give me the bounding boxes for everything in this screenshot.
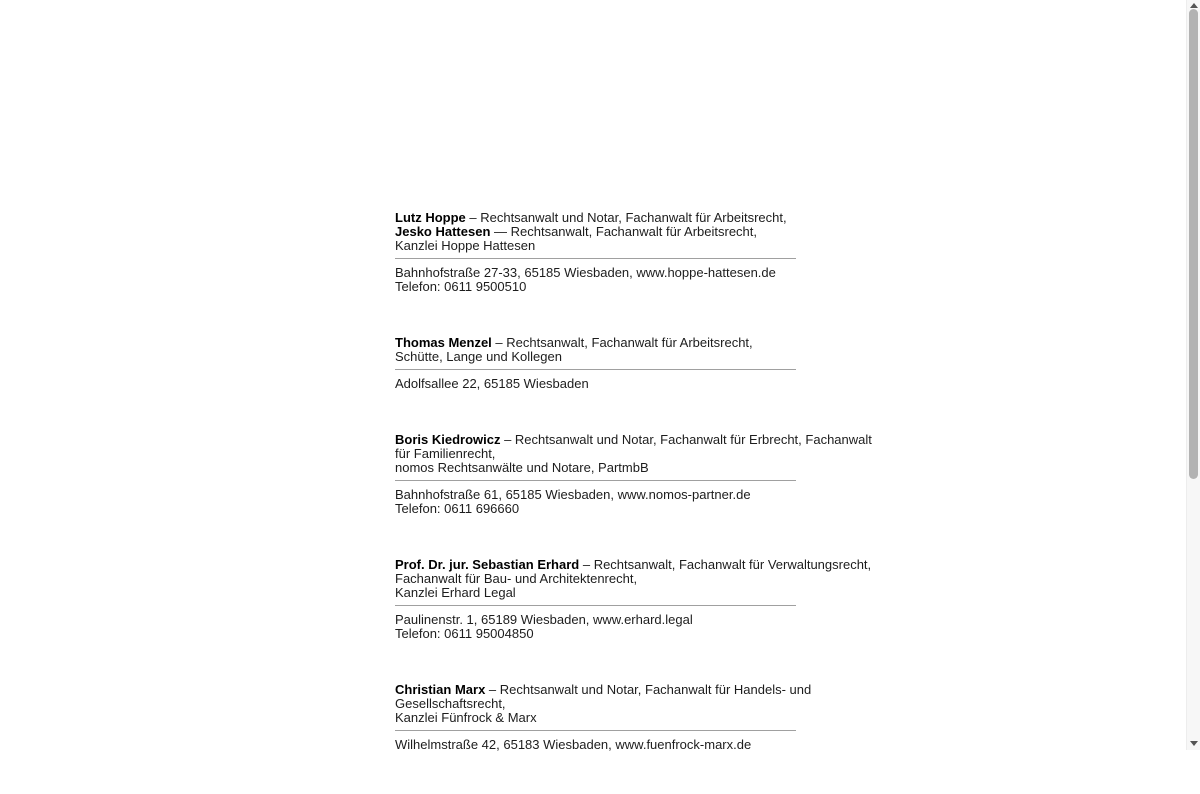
lawyer-entry [395, 557, 872, 641]
header-line: Kanzlei Erhard Legal [395, 585, 516, 600]
lawyer-entry [395, 336, 796, 391]
detail-line: Bahnhofstraße 61, 65185 Wiesbaden, www.nomos-partner.de [395, 487, 751, 502]
header-line: Prof. Dr. jur. Sebastian Erhard – Rechtsanwalt, Fachanwalt für Verwaltungsrecht, [395, 557, 872, 572]
header-line: Jesko Hattesen — Rechtsanwalt, Fachanwalt für Arbeitsrecht, [395, 224, 758, 239]
entry-header [395, 336, 796, 364]
header-line: Schütte, Lange und Kollegen [395, 349, 562, 364]
entry-details [395, 613, 796, 641]
header-line: Lutz Hoppe – Rechtsanwalt und Notar, Fachanwalt für Arbeitsrecht, [395, 210, 787, 225]
header-line: Kanzlei Fünfrock & Marx [395, 710, 537, 725]
header-line: nomos Rechtsanwälte und Notare, PartmbB [395, 460, 649, 475]
scrollbar-thumb[interactable] [1189, 9, 1198, 479]
lawyer-entry [395, 432, 872, 516]
header-line: Boris Kiedrowicz – Rechtsanwalt und Notar, Fachanwalt für Erbrecht, Fachanwalt [395, 432, 872, 447]
lawyer-name: Christian Marx [395, 682, 486, 697]
lawyer-name: Jesko Hattesen [395, 224, 491, 239]
detail-line: Telefon: 0611 95004850 [395, 626, 534, 641]
entry-divider [395, 730, 796, 731]
entry-details [395, 488, 796, 516]
lawyer-name: Thomas Menzel [395, 335, 492, 350]
entry-divider [395, 258, 796, 259]
scroll-down-arrow-icon[interactable] [1190, 741, 1198, 746]
entry-header [395, 557, 872, 600]
entry-header [395, 682, 812, 725]
detail-line: Paulinenstr. 1, 65189 Wiesbaden, www.erhard.legal [395, 612, 693, 627]
header-line: Christian Marx – Rechtsanwalt und Notar, Fachanwalt für Handels- und [395, 682, 812, 697]
header-line: Thomas Menzel – Rechtsanwalt, Fachanwalt für Arbeitsrecht, [395, 335, 753, 350]
lawyer-name: Boris Kiedrowicz [395, 432, 501, 447]
scroll-up-arrow-icon[interactable] [1190, 3, 1198, 8]
scrollbar[interactable] [1186, 0, 1200, 750]
header-line: Gesellschaftsrecht, [395, 696, 506, 711]
entry-header [395, 432, 872, 475]
entry-divider [395, 369, 796, 370]
lawyer-entry [395, 211, 796, 294]
header-line: Fachanwalt für Bau- und Architektenrecht, [395, 571, 638, 586]
header-line: für Familienrecht, [395, 446, 496, 461]
entry-divider [395, 605, 796, 606]
header-line: Kanzlei Hoppe Hattesen [395, 238, 536, 253]
lawyer-directory [395, 210, 872, 794]
lawyer-entry [395, 682, 812, 752]
entry-details [395, 266, 796, 294]
entry-header [395, 211, 796, 253]
detail-line: Telefon: 0611 696660 [395, 501, 520, 516]
detail-line: Telefon: 0611 9500510 [395, 279, 527, 294]
detail-line: Wilhelmstraße 42, 65183 Wiesbaden, www.fuenfrock-marx.de [395, 737, 752, 752]
detail-line: Adolfsallee 22, 65185 Wiesbaden [395, 376, 589, 391]
entry-details [395, 377, 796, 391]
detail-line: Bahnhofstraße 27-33, 65185 Wiesbaden, www.hoppe-hattesen.de [395, 265, 776, 280]
lawyer-name: Lutz Hoppe [395, 210, 466, 225]
entry-divider [395, 480, 796, 481]
lawyer-name: Prof. Dr. jur. Sebastian Erhard [395, 557, 580, 572]
